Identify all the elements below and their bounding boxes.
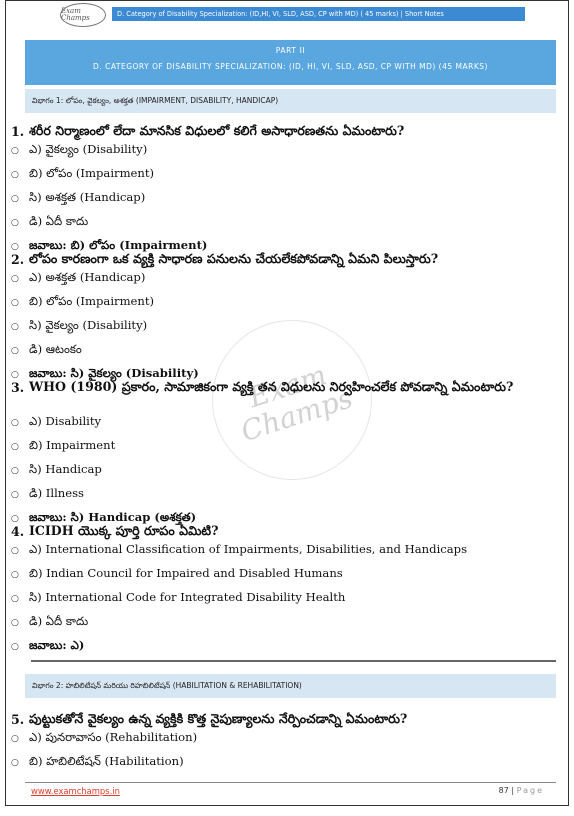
part-label: PART II [275,46,306,55]
bullet-icon: ○ [11,442,19,452]
footer-divider [25,782,556,783]
question-text: WHO (1980) ప్రకారం, సామాజికంగా వ్యక్తి తన విధులను నిర్వహించలేక పోవడాన్ని ఏమంటారు? [29,379,514,394]
bullet-icon: ○ [11,618,19,628]
part-banner [25,40,556,85]
question-text: పుట్టుకతోనే వైకల్యం ఉన్న వ్యక్తికి కొత్త నైపుణ్యాలను నేర్పించడాన్ని ఏమంటారు? [29,711,408,726]
bullet-icon: ○ [11,642,19,652]
option-item: ○ ఎ) వైకల్యం (Disability) [11,142,148,156]
question-5 [11,712,539,727]
question-number: 4. [11,524,25,539]
answer-line: ○ జవాబు: సి) వైకల్యం (Disability) [11,366,199,380]
bullet-icon: ○ [11,418,19,428]
bullet-icon: ○ [11,298,19,308]
bullet-icon: ○ [11,466,19,476]
website-link[interactable]: www.examchamps.in [31,786,120,796]
option-item: ○ సి) వైకల్యం (Disability) [11,318,148,332]
option-item: ○ బి) Impairment [11,438,116,452]
question-1 [11,124,539,139]
option-item: ○ డి) Illness [11,486,85,500]
question-number: 5. [11,712,25,727]
option-item: ○ బి) Indian Council for Impaired and Disabled Humans [11,566,343,580]
bullet-icon: ○ [11,370,19,380]
bullet-icon: ○ [11,546,19,556]
exam-champs-logo: Exam Champs [60,3,106,27]
bullet-icon: ○ [11,594,19,604]
question-3 [11,380,539,395]
header-ribbon: D. Category of Disability Specialization: (ID,HI, VI, SLD, ASD, CP with MD) ( 45 marks) | Short Notes [112,7,525,21]
part-title: D. CATEGORY OF DISABILITY SPECIALIZATION: (ID, HI, VI, SLD, ASD, CP WITH MD) (45 MARKS) [93,62,488,71]
bullet-icon: ○ [11,170,19,180]
option-item: ○ బి) లోపం (Impairment) [11,166,155,180]
option-item: ○ డి) ఆటంకం [11,342,82,356]
answer-line: ○ జవాబు: ఎ) [11,638,85,652]
question-2 [11,252,539,267]
option-item: ○ ఎ) Disability [11,414,102,428]
divider [31,660,556,662]
answer-line: ○ జవాబు: బి) లోపం (Impairment) [11,238,208,252]
option-item: ○ డి) ఏదీ కాదు [11,214,89,228]
watermark: Exam Champs [191,299,393,501]
bullet-icon: ○ [11,218,19,228]
question-4 [11,524,539,539]
option-item: ○ సి) అశక్తత (Handicap) [11,190,146,204]
option-item: ○ ఎ) International Classification of Impairments, Disabilities, and Handicaps [11,542,468,556]
bullet-icon: ○ [11,346,19,356]
bullet-icon: ○ [11,274,19,284]
option-item: ○ బి) హబిలిటేషన్ (Habilitation) [11,754,184,768]
question-number: 2. [11,252,25,267]
option-item: ○ సి) International Code for Integrated Disability Health [11,590,346,604]
answer-line: ○ జవాబు: సి) Handicap (అశక్తత) [11,510,197,524]
option-item: ○ డి) ఏదీ కాదు [11,614,89,628]
bullet-icon: ○ [11,146,19,156]
bullet-icon: ○ [11,322,19,332]
section-heading-1: విభాగం 1: లోపం, వైకల్యం, అశక్తత (IMPAIRMENT, DISABILITY, HANDICAP) [25,89,556,113]
question-text: లోపం కారణంగా ఒక వ్యక్తి సాధారణ పనులను చేయలేకపోవడాన్ని ఏమని పిలుస్తారు? [29,251,439,266]
page-number: 87 | Page [498,786,544,795]
bullet-icon: ○ [11,734,19,744]
bullet-icon: ○ [11,490,19,500]
bullet-icon: ○ [11,514,19,524]
question-number: 3. [11,380,25,395]
option-item: ○ సి) Handicap [11,462,102,476]
bullet-icon: ○ [11,570,19,580]
bullet-icon: ○ [11,194,19,204]
option-item: ○ ఎ) అశక్తత (Handicap) [11,270,146,284]
question-text: ICIDH యొక్క పూర్తి రూపం ఏమిటి? [29,523,219,538]
section-heading-2: విభాగం 2: హబిలిటేషన్ మరియు రిహబిలిటేషన్ (HABILITATION & REHABILITATION) [25,674,556,698]
option-item: ○ బి) లోపం (Impairment) [11,294,155,308]
bullet-icon: ○ [11,242,19,252]
bullet-icon: ○ [11,758,19,768]
option-item: ○ ఎ) పునరావాసం (Rehabilitation) [11,730,198,744]
question-text: శరీర నిర్మాణంలో లేదా మానసిక విధులలో కలిగే అసాధారణతను ఏమంటారు? [29,123,405,138]
question-number: 1. [11,124,25,139]
